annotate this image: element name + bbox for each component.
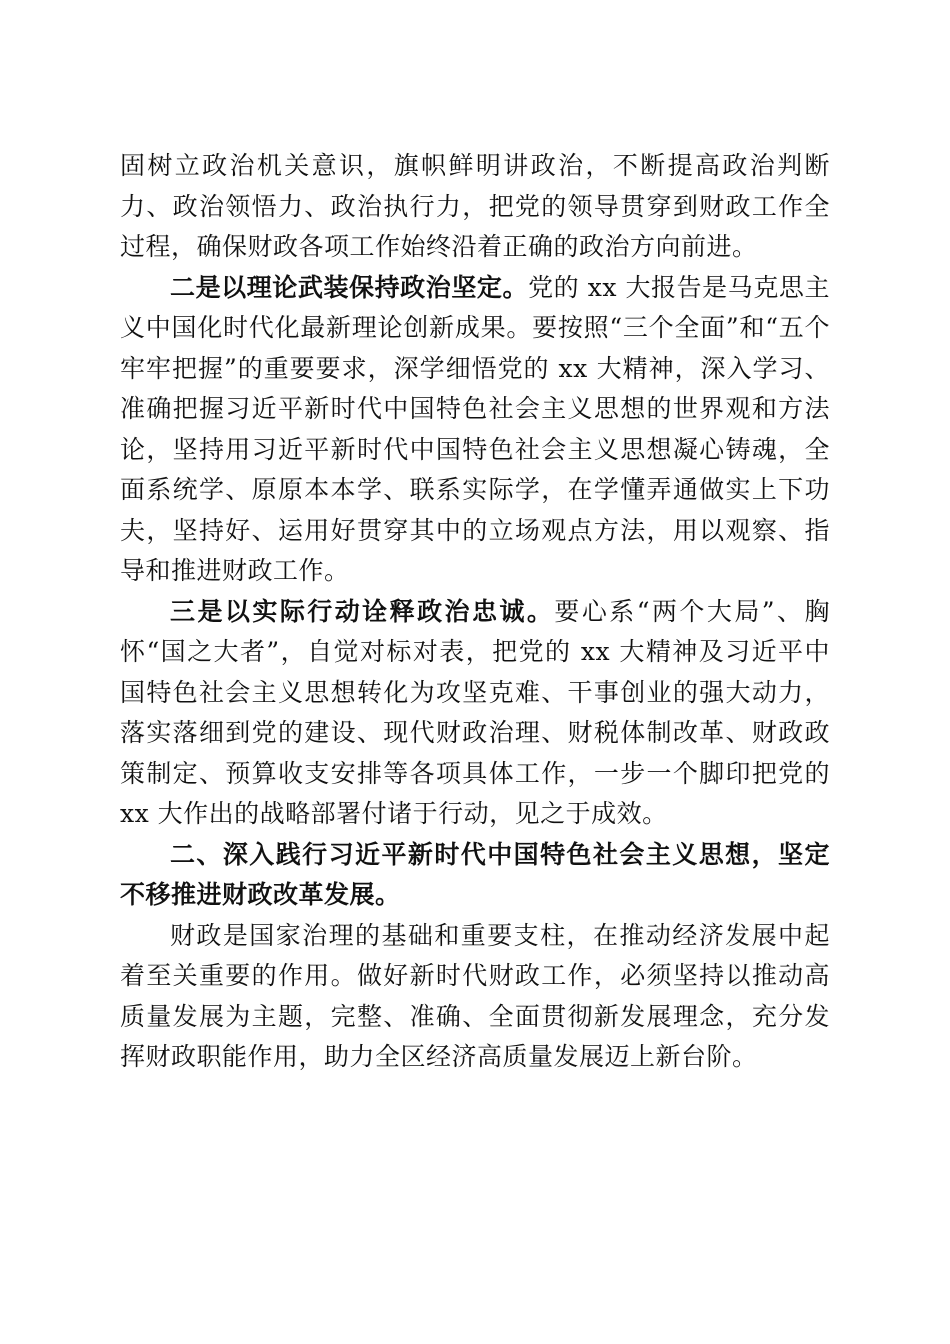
paragraph-text: 党的 xx 大报告是马克思主义中国化时代化最新理论创新成果。要按照“三个全面”和“五个牢牢把握”的重要要求，深学细悟党的 xx 大精神，深入学习、准确把握习近平新时代中国特色社会主义思想的世界观和方法论，坚持用习近平新时代中国特色社会主义思想凝心铸魂，全面系统学、原原本本学、联系实际学，在学懂弄通做实上下功夫，坚持好、运用好贯穿其中的立场观点方法，用以观察、指导和推进财政工作。 [120, 272, 830, 585]
paragraph-lead: 二是以理论武装保持政治坚定。 [170, 272, 529, 302]
paragraph-text: 固树立政治机关意识，旗帜鲜明讲政治，不断提高政治判断力、政治领悟力、政治执行力，把党的领导贯穿到财政工作全过程，确保财政各项工作始终沿着正确的政治方向前进。 [120, 151, 830, 261]
paragraph-theory [120, 268, 830, 592]
paragraph-lead: 三是以实际行动诠释政治忠诚。 [170, 596, 555, 626]
section-heading: 二、深入践行习近平新时代中国特色社会主义思想，坚定不移推进财政改革发展。 [120, 839, 830, 909]
paragraph-loyalty [120, 592, 830, 835]
paragraph-text: 财政是国家治理的基础和重要支柱，在推动经济发展中起着至关重要的作用。做好新时代财政工作，必须坚持以推动高质量发展为主题，完整、准确、全面贯彻新发展理念，充分发挥财政职能作用，助力全区经济高质量发展迈上新台阶。 [120, 920, 830, 1071]
document-body [120, 146, 830, 1078]
paragraph-finance [120, 916, 830, 1078]
paragraph-text: 要心系“两个大局”、胸怀“国之大者”，自觉对标对表，把党的 xx 大精神及习近平中国特色社会主义思想转化为攻坚克难、干事创业的强大动力，落实落细到党的建设、现代财政治理、财税体制改革、财政政策制定、预算收支安排等各项具体工作，一步一个脚印把党的 xx 大作出的战略部署付诸于行动，见之于成效。 [120, 596, 830, 828]
paragraph-continuation [120, 146, 830, 268]
